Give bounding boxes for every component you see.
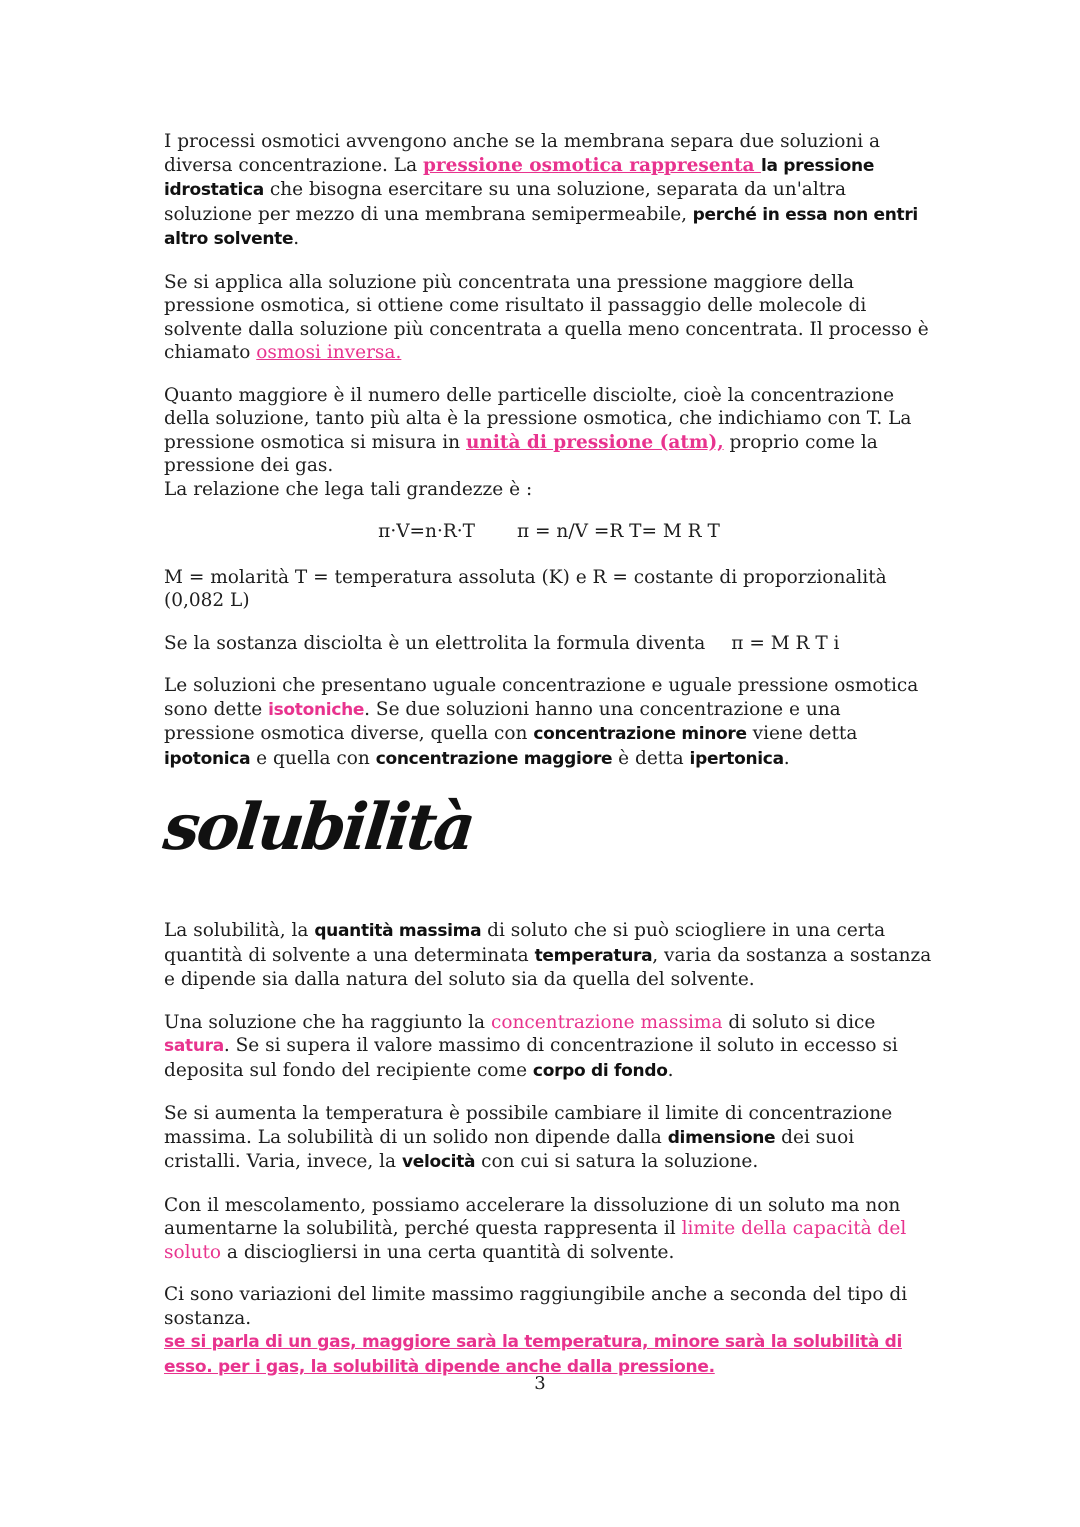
highlight-ipertonica: ipertonica	[689, 748, 784, 769]
highlight-reverse-osmosis: osmosi inversa.	[256, 342, 402, 363]
text-run: Se si applica alla soluzione più concentrata una pressione maggiore della pressione osmotica, si ottiene come risultato il passaggio delle molecole di solvente dalla soluzione più concentrata a quella meno concentrata. Il processo è chiamato	[164, 271, 929, 363]
text-run: Quanto maggiore è il numero delle particelle disciolte, cioè la concentrazione della soluzione, tanto più alta è la pressione osmotica, che indichiamo con T. La pressione osmotica si misura in	[164, 384, 912, 453]
highlight-velocita: velocità	[401, 1152, 476, 1172]
text-run: .	[667, 1059, 674, 1081]
highlight-lower-concentration: concentrazione minore	[533, 724, 747, 744]
paragraph-tonicity	[164, 674, 934, 771]
highlight-ipotonica: ipotonica	[164, 748, 251, 769]
highlight-temperature: temperatura	[534, 945, 653, 966]
text-run: di soluto si dice	[722, 1011, 876, 1033]
highlight-hydrostatic-pressure: la pressione idrostatica	[164, 155, 875, 200]
highlight-capacity-limit: limite della capacità del soluto	[164, 1218, 907, 1263]
paragraph-mixing	[164, 1194, 934, 1265]
text-run: Una soluzione che ha raggiunto la	[164, 1011, 491, 1033]
text-run: Se la sostanza disciolta è un elettrolita la formula diventa	[164, 632, 706, 654]
text-run: con cui si satura la soluzione.	[475, 1151, 759, 1172]
highlight-pressure-unit: unità di pressione (atm),	[465, 431, 724, 453]
highlight-higher-concentration: concentrazione maggiore	[375, 748, 613, 769]
text-run: di soluto che si può sciogliere in una certa quantità di solvente a una determinata	[164, 920, 886, 966]
highlight-gas-solubility: se si parla di un gas, maggiore sarà la temperatura, minore sarà la solubilità di esso. per i gas, la solubilità dipende anche dalla pressione.	[164, 1332, 903, 1377]
highlight-isotoniche: isotoniche	[268, 699, 365, 720]
text-run: .	[293, 228, 300, 249]
highlight-corpo-di-fondo: corpo di fondo	[532, 1060, 668, 1081]
text-run: Le soluzioni che presentano uguale concentrazione e uguale pressione osmotica sono dette	[164, 675, 919, 720]
formula-line	[164, 520, 934, 544]
highlight-max-concentration: concentrazione massima	[490, 1011, 723, 1033]
highlight-max-quantity: quantità massima	[314, 921, 482, 941]
paragraph-osmotic-pressure	[164, 130, 934, 252]
text-run: .	[783, 747, 790, 769]
text-run: , varia da sostanza a sostanza e dipende sia dalla natura del soluto sia da quella del solvente.	[164, 944, 932, 990]
text-run: che bisogna esercitare su una soluzione, separata da un'altra soluzione per mezzo di una membrana semipermeabile,	[164, 179, 847, 225]
text-run: viene detta	[746, 723, 858, 744]
text-run: proprio come la pressione dei gas.	[164, 431, 878, 476]
paragraph-reverse-osmosis	[164, 271, 934, 365]
text-run: a disciogliersi in una certa quantità di solvente.	[221, 1241, 675, 1263]
highlight-dimensione: dimensione	[667, 1127, 776, 1148]
text-run: . Se si supera il valore massimo di concentrazione il soluto in eccesso si deposita sul fondo del recipiente come	[164, 1035, 898, 1081]
text-run: I processi osmotici avvengono anche se la membrana separa due soluzioni a diversa concentrazione. La	[164, 131, 881, 176]
paragraph-saturated	[164, 1011, 934, 1084]
section-title-solubility: solubilità	[160, 790, 477, 865]
formula-ideal: π·V=n·R·T	[378, 521, 476, 542]
paragraph-temperature	[164, 1102, 934, 1175]
paragraph-gas	[164, 1283, 934, 1379]
text-run: La relazione che lega tali grandezze è :	[164, 478, 533, 500]
document-body	[160, 130, 934, 1398]
paragraph-particles	[164, 384, 934, 502]
text-run: è detta	[612, 747, 690, 769]
highlight-no-solvent: perché in essa non entri altro solvente	[164, 204, 918, 249]
text-run: dei suoi cristalli. Varia, invece, la	[164, 1126, 855, 1172]
text-run: Se si aumenta la temperatura è possibile cambiare il limite di concentrazione massima. La solubilità di un solido non dipende dalla	[164, 1103, 893, 1148]
formula-electrolyte: π = M R T i	[731, 632, 840, 654]
text-run: e quella con	[250, 747, 376, 769]
text-run: La solubilità, la	[164, 920, 315, 941]
highlight-osmotic-pressure: pressione osmotica rappresenta	[422, 154, 761, 176]
paragraph-electrolyte	[164, 632, 934, 656]
paragraph-legend: M = molarità T = temperatura assoluta (K) e R = costante di proporzionalità (0,082 L)	[164, 566, 887, 611]
text-run: . Se due soluzioni hanno una concentrazione e una pressione osmotica diverse, quella con	[164, 698, 841, 744]
page-number: 3	[534, 1373, 546, 1394]
paragraph-solubility-definition	[164, 919, 934, 992]
text-run: Ci sono variazioni del limite massimo raggiungibile anche a seconda del tipo di sostanza.	[164, 1284, 908, 1329]
highlight-satura: satura	[164, 1036, 224, 1056]
formula-molarity: π = n/V =R T= M R T	[517, 521, 720, 542]
text-run: Con il mescolamento, possiamo accelerare la dissoluzione di un soluto ma non aumentarne la solubilità, perché questa rappresenta il	[164, 1194, 901, 1239]
